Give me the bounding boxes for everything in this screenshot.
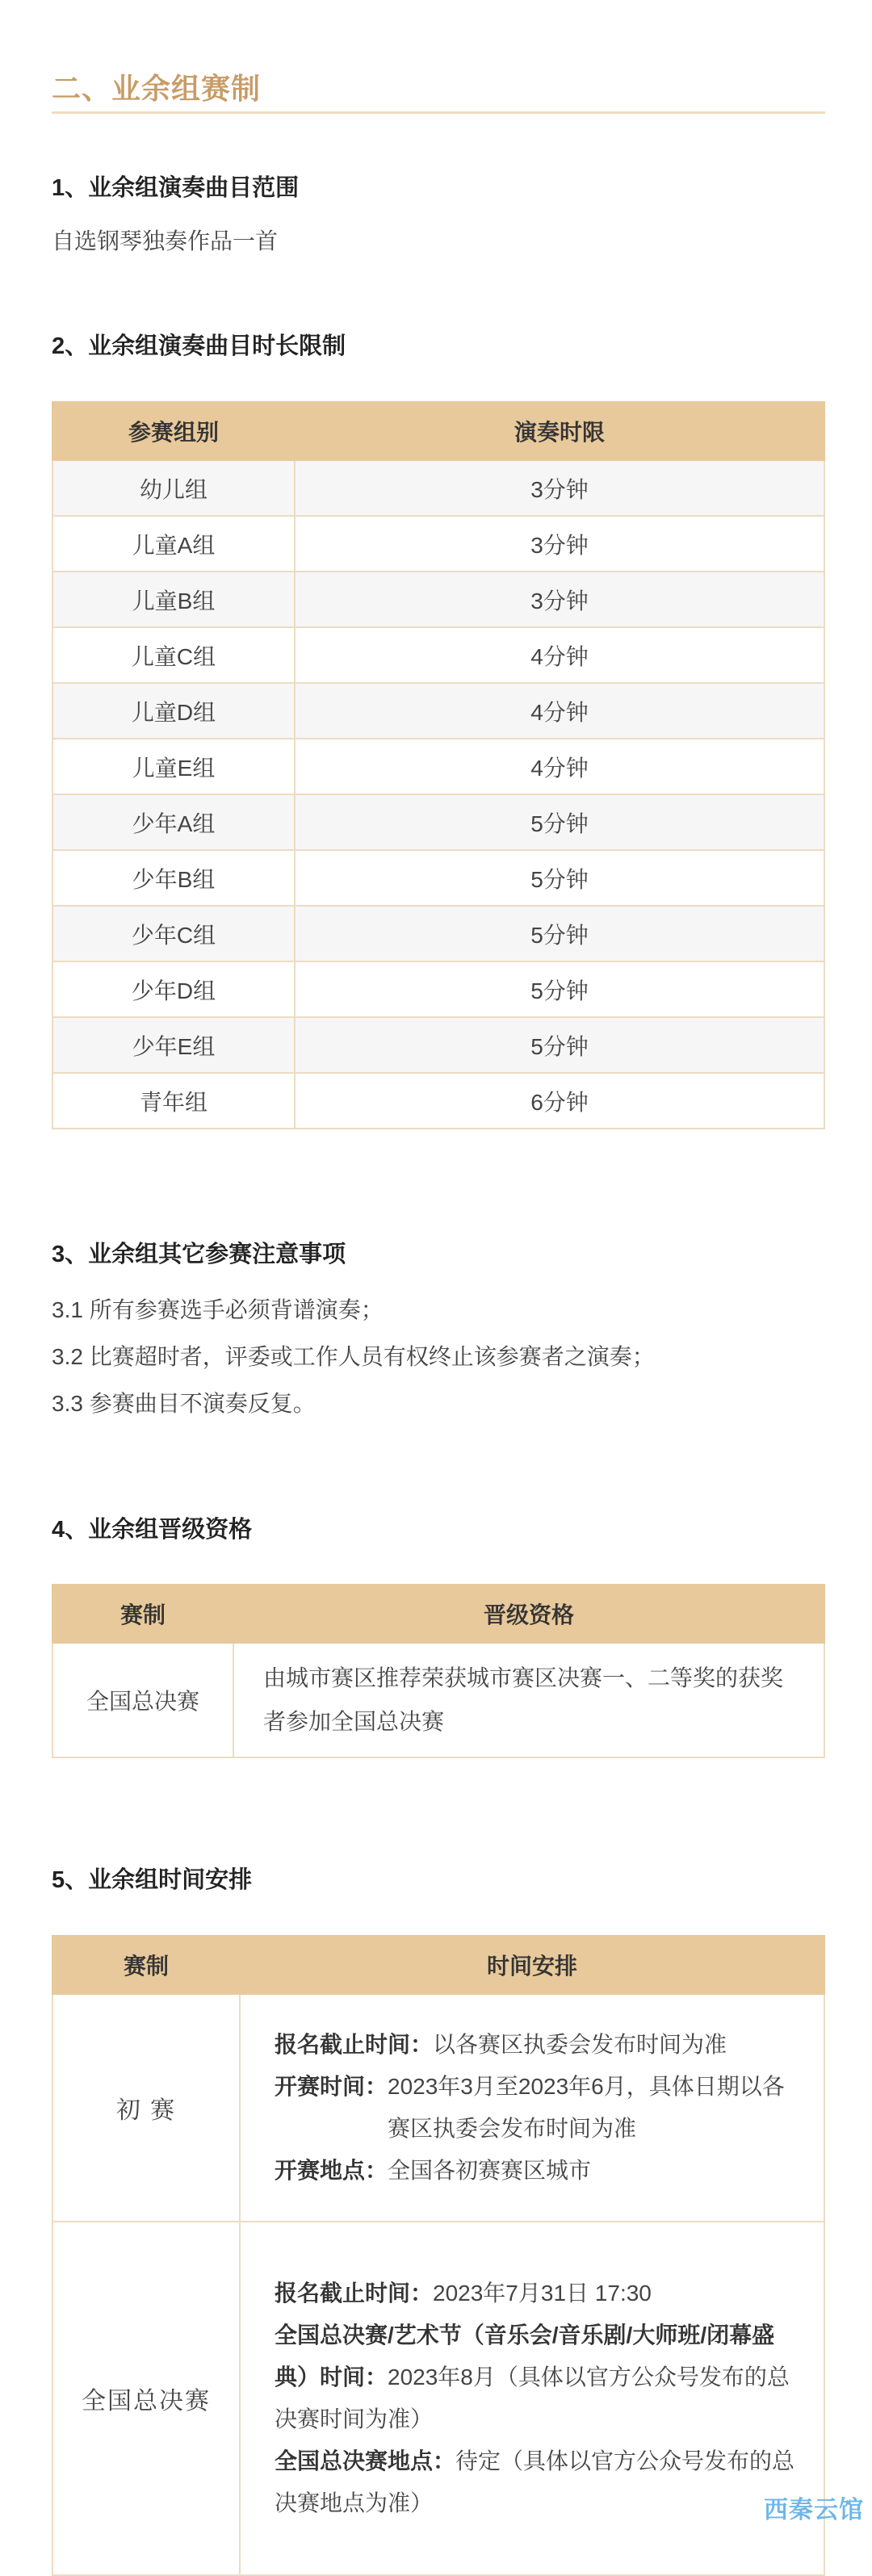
qualification-table-header xyxy=(52,1585,824,1643)
notes-list xyxy=(52,1287,655,1427)
schedule-cell-prelim xyxy=(240,1994,824,2222)
time-limit-cell: 3分钟 xyxy=(295,460,824,516)
time-limit-cell: 5分钟 xyxy=(295,1017,824,1073)
group-cell: 儿童E组 xyxy=(52,739,295,794)
time-limit-cell: 6分钟 xyxy=(295,1073,824,1129)
time-limit-cell: 4分钟 xyxy=(295,739,824,794)
table-row xyxy=(52,683,824,739)
time-limit-cell: 4分钟 xyxy=(295,683,824,739)
heading-qualification: 4、业余组晋级资格 xyxy=(52,1517,253,1543)
table-row xyxy=(52,516,824,572)
registration-deadline xyxy=(275,2024,799,2066)
schedule-table-header xyxy=(52,1936,824,1994)
start-time-label: 开赛时间： xyxy=(275,2074,388,2099)
table-row xyxy=(52,1073,824,1129)
time-limit-cell: 4分钟 xyxy=(295,627,824,683)
table-row xyxy=(52,739,824,794)
final-venue xyxy=(275,2440,799,2524)
registration-deadline-value: 2023年7月31日 17:30 xyxy=(433,2281,652,2306)
note-item: 3.3 参赛曲目不演奏反复。 xyxy=(52,1391,316,1416)
stage-cell: 全国总决赛 xyxy=(52,1643,233,1757)
start-time-value: 2023年3月至2023年6月，具体日期以各赛区执委会发布时间为准 xyxy=(388,2074,785,2141)
group-cell: 少年C组 xyxy=(52,906,295,961)
group-cell: 儿童D组 xyxy=(52,683,295,739)
group-cell: 少年A组 xyxy=(52,794,295,850)
final-venue-value: 待定（具体以官方公众号发布的总决赛地点为准） xyxy=(275,2448,795,2515)
group-cell: 少年B组 xyxy=(52,850,295,906)
column-header-group: 参赛组别 xyxy=(52,402,295,460)
group-cell: 青年组 xyxy=(52,1073,295,1129)
group-cell: 儿童C组 xyxy=(52,627,295,683)
schedule-table xyxy=(52,1935,825,2576)
heading-repertoire-scope: 1、业余组演奏曲目范围 xyxy=(52,175,300,201)
column-header-time-limit: 演奏时限 xyxy=(295,402,824,460)
time-limit-cell: 5分钟 xyxy=(295,906,824,961)
group-cell: 少年D组 xyxy=(52,961,295,1017)
group-cell: 少年E组 xyxy=(52,1017,295,1073)
column-header-stage: 赛制 xyxy=(52,1585,233,1643)
repertoire-scope-text: 自选钢琴独奏作品一首 xyxy=(52,228,279,253)
watermark: 西秦云馆 xyxy=(764,2497,864,2524)
time-limit-cell: 5分钟 xyxy=(295,850,824,906)
table-row xyxy=(52,961,824,1017)
group-cell: 儿童B组 xyxy=(52,572,295,627)
table-row xyxy=(52,850,824,906)
final-venue-label: 全国总决赛地点： xyxy=(275,2448,456,2473)
qualification-cell: 由城市赛区推荐荣获城市赛区决赛一、二等奖的获奖者参加全国总决赛 xyxy=(233,1643,824,1757)
column-header-schedule: 时间安排 xyxy=(240,1936,824,1994)
section-title: 二、业余组赛制 xyxy=(52,72,262,105)
heading-other-notes: 3、业余组其它参赛注意事项 xyxy=(52,1242,346,1267)
note-item: 3.2 比赛超时者，评委或工作人员有权终止该参赛者之演奏； xyxy=(52,1344,655,1369)
group-cell: 幼儿组 xyxy=(52,460,295,516)
final-time-value: 2023年8月（具体以官方公众号发布的总决赛时间为准） xyxy=(275,2364,790,2431)
heading-duration-limit: 2、业余组演奏曲目时长限制 xyxy=(52,333,346,359)
duration-table-header xyxy=(52,402,824,460)
venue-value: 全国各初赛赛区城市 xyxy=(388,2158,592,2183)
table-row xyxy=(52,460,824,516)
time-limit-cell: 3分钟 xyxy=(295,572,824,627)
time-limit-cell: 5分钟 xyxy=(295,961,824,1017)
heading-schedule: 5、业余组时间安排 xyxy=(52,1867,253,1893)
column-header-stage: 赛制 xyxy=(52,1936,240,1994)
registration-deadline xyxy=(275,2272,799,2314)
registration-deadline-value: 以各赛区执委会发布时间为准 xyxy=(433,2032,727,2057)
registration-deadline-label: 报名截止时间： xyxy=(275,2281,434,2306)
time-limit-cell: 5分钟 xyxy=(295,794,824,850)
table-row xyxy=(52,906,824,961)
note-item: 3.1 所有参赛选手必须背谱演奏； xyxy=(52,1297,384,1322)
schedule-cell-final xyxy=(240,2222,824,2575)
final-time xyxy=(275,2314,799,2440)
section-divider xyxy=(52,111,825,114)
stage-cell-final: 全国总决赛 xyxy=(52,2222,240,2575)
table-row xyxy=(52,572,824,627)
final-time-label: 全国总决赛/艺术节（音乐会/音乐剧/大师班/闭幕盛典）时间： xyxy=(275,2323,775,2390)
qualification-table xyxy=(52,1584,825,1758)
registration-deadline-label: 报名截止时间： xyxy=(275,2032,434,2057)
table-row xyxy=(52,794,824,850)
start-time xyxy=(275,2066,799,2150)
venue-label: 开赛地点： xyxy=(275,2158,388,2183)
stage-cell-prelim: 初 赛 xyxy=(52,1994,240,2222)
table-row xyxy=(52,627,824,683)
table-row xyxy=(52,1643,824,1757)
table-row xyxy=(52,1017,824,1073)
table-row xyxy=(52,2222,824,2575)
group-cell: 儿童A组 xyxy=(52,516,295,572)
venue xyxy=(275,2150,799,2192)
time-limit-cell: 3分钟 xyxy=(295,516,824,572)
table-row xyxy=(52,1994,824,2222)
column-header-qualification: 晋级资格 xyxy=(233,1585,824,1643)
duration-table xyxy=(52,401,825,1129)
